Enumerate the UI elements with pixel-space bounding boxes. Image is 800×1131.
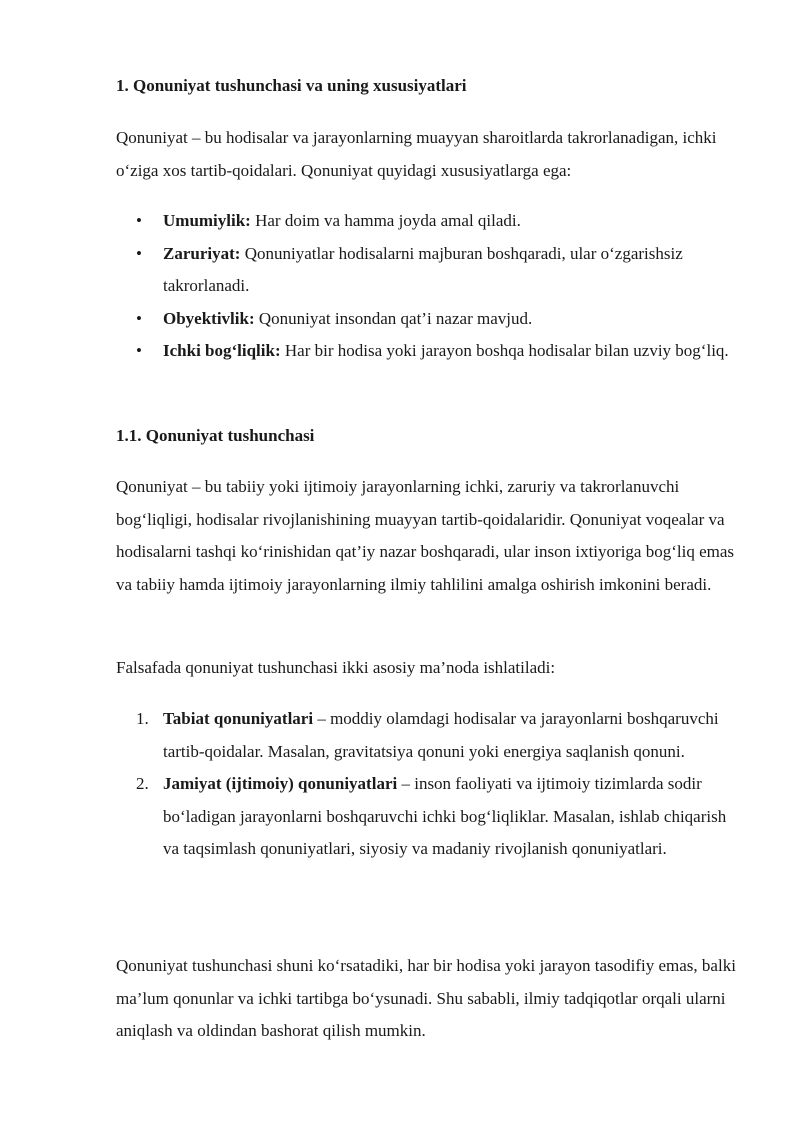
conclusion-text: Qonuniyat tushunchasi shuni ko‘rsatadiki, har bir hodisa yoki jarayon tasodifiy emas, balki ma’lum qonunlar va ichki tartibga bo‘ysunadi. Shu sababli, ilmiy tadqiqotlar orqali ularni aniqlash va oldindan bashorat qilish mumkin. [116,956,736,1040]
property-term: Umumiylik: [163,211,251,230]
property-text: Qonuniyat insondan qat’i nazar mavjud. [254,308,533,328]
subsection-heading: 1.1. Qonuniyat tushunchasi [116,426,315,445]
list-item [116,303,746,336]
property-text: Har bir hodisa yoki jarayon boshqa hodisalar bilan uzviy bog‘liq. [280,341,729,360]
meaning-text: – moddiy olamdagi hodisalar va jarayonlarni boshqaruvchi tartib-qoidalar. Masalan, gravitatsiya qonuni yoki energiya saqlanish qonuni. [163,709,719,761]
property-text: Har doim va hamma joyda amal qiladi. [250,211,521,230]
meaning-text: – inson faoliyati va ijtimoiy tizimlarda sodir bo‘ladigan jarayonlarni boshqaruvchi ichki bog‘liqliklar. Masalan, ishlab chiqarish va taqsimlash qonuniyatlari, siyosiy va madaniy rivojlanish qonuniyatlari. [163,774,727,858]
intro-paragraph [116,122,746,187]
bullet-icon: • [136,211,142,230]
intro-text: Qonuniyat – bu hodisalar va jarayonlarning muayyan sharoitlarda takrorlanadigan, ichki o‘ziga xos tartib-qoidalari. Qonuniyat quyidagi xususiyatlarga ega: [116,128,717,180]
property-term: Zaruriyat: [163,243,241,263]
properties-list [116,205,746,368]
property-term: Obyektivlik: [163,308,255,328]
property-text: Qonuniyatlar hodisalarni majburan boshqaradi, ular o‘zgarishsiz takrorlanadi. [163,243,683,295]
list-item [116,335,746,368]
list-item [116,238,746,303]
section-heading: 1. Qonuniyat tushunchasi va uning xususiyatlari [116,76,467,95]
meanings-list [116,703,746,866]
bullet-icon: • [136,243,142,263]
meaning-term: Tabiat qonuniyatlari [163,709,314,728]
philosophy-intro-text: Falsafada qonuniyat tushunchasi ikki asosiy ma’noda ishlatiladi: [116,658,556,677]
list-item [116,703,746,768]
bullet-icon: • [136,341,142,360]
definition-text: Qonuniyat – bu tabiiy yoki ijtimoiy jarayonlarning ichki, zaruriy va takrorlanuvchi bog‘liqligi, hodisalar rivojlanishining muayyan tartib-qoidalaridir. Qonuniyat voqealar va hodisalarni tashqi ko‘rinishidan qat’iy nazar boshqaradi, ular inson ixtiyoriga bog‘liq emas va tabiiy hamda ijtimoiy jarayonlarning ilmiy tahlilini amalga oshirish imkonini beradi. [116,477,734,594]
conclusion-paragraph [116,950,746,1048]
list-item [116,205,746,238]
bullet-icon: • [136,308,142,328]
list-number: 2. [136,774,149,793]
philosophy-intro-paragraph [116,652,746,685]
list-item [116,768,746,866]
list-number: 1. [136,709,149,728]
meaning-term: Jamiyat (ijtimoiy) qonuniyatlari [163,774,398,793]
definition-paragraph [116,471,746,601]
property-term: Ichki bog‘liqlik: [163,341,281,360]
